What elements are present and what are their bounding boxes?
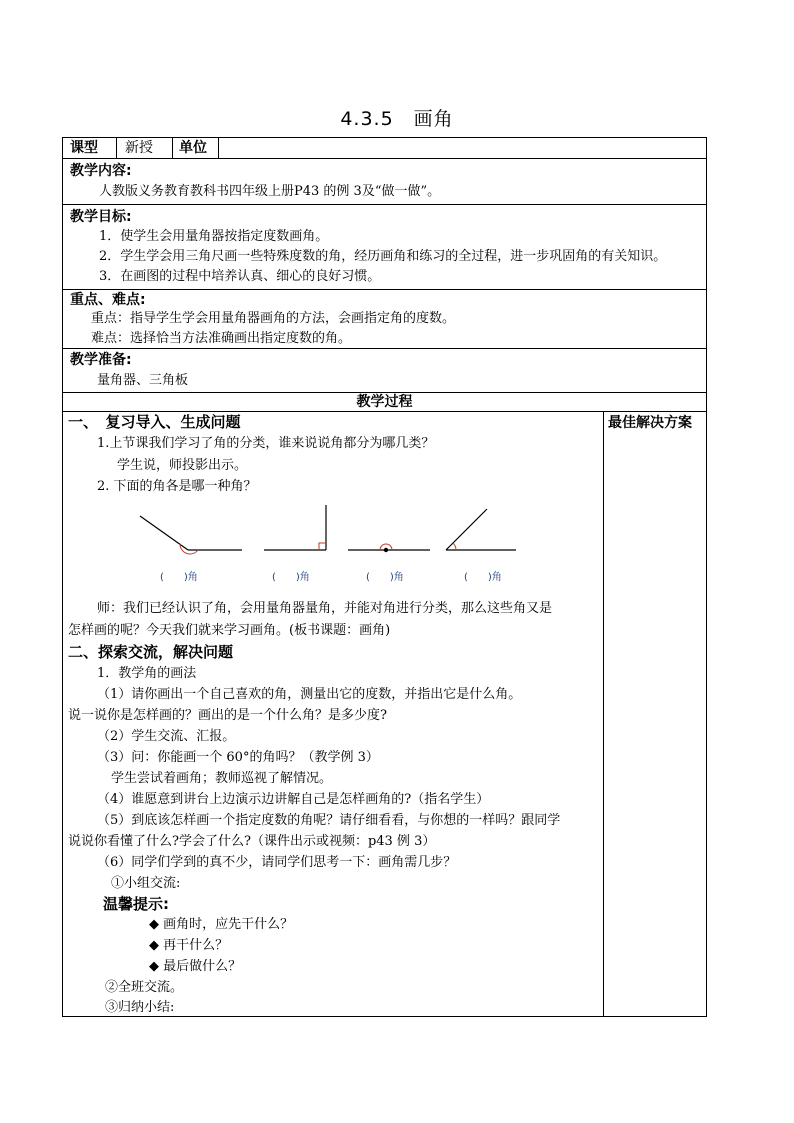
difficult-point: 难点：选择恰当方法准确画出指定度数的角。 bbox=[91, 331, 352, 346]
row-divider bbox=[63, 204, 706, 205]
tip-item bbox=[149, 937, 228, 955]
teacher-line: 怎样画的呢？今天我们就来学习画角。(板书课题：画角) bbox=[68, 623, 391, 638]
prep-label: 教学准备: bbox=[70, 352, 132, 368]
row-divider bbox=[63, 411, 706, 412]
section2-line: ①小组交流: bbox=[111, 876, 181, 891]
process-label: 教学过程 bbox=[356, 394, 413, 410]
key-point: 重点：指导学生学会用量角器画角的方法，会画指定角的度数。 bbox=[91, 311, 456, 326]
teacher-line: 师：我们已经认识了角，会用量角器量角，并能对角进行分类，那么这些角又是 bbox=[97, 601, 553, 616]
section2-heading: 二、探索交流，解决问题 bbox=[68, 643, 234, 661]
tip-text: 画角时，应先干什么？ bbox=[163, 917, 294, 932]
angle-answer-blank: ( )角 bbox=[160, 572, 198, 583]
row-divider bbox=[63, 289, 706, 290]
section1-line: 学生说，师投影出示。 bbox=[117, 458, 248, 473]
diamond-bullet-icon: ◆ bbox=[149, 917, 159, 932]
type-label: 课型 bbox=[70, 140, 98, 156]
col-divider bbox=[603, 411, 604, 1017]
prep-text: 量角器、三角板 bbox=[97, 373, 189, 388]
goals-label: 教学目标: bbox=[70, 209, 132, 225]
acute-angle-figure bbox=[446, 509, 516, 583]
section2-line: 说说你看懂了什么?学会了什么?（课件出示或视频：p43 例 3） bbox=[68, 834, 436, 849]
angle-answer-blank: ( )角 bbox=[366, 572, 404, 583]
tip-text: 再干什么？ bbox=[163, 938, 229, 953]
straight-angle-figure bbox=[348, 544, 430, 583]
section2-line: （6）同学们学到的真不少，请同学们思考一下：画角需几步？ bbox=[97, 855, 457, 870]
section1-line: 2. 下面的角各是哪一种角？ bbox=[97, 479, 257, 494]
goal-item: 2．学生学会用三角尺画一些特殊度数的角，经历画角和练习的全过程，进一步巩固角的有关知识。 bbox=[99, 249, 667, 264]
diamond-bullet-icon: ◆ bbox=[149, 938, 159, 953]
obtuse-angle-figure bbox=[140, 516, 242, 583]
end-line: ③归纳小结: bbox=[105, 1000, 175, 1015]
keypoints-label: 重点、难点: bbox=[70, 292, 146, 308]
goal-item: 1．使学生会用量角器按指定度数画角。 bbox=[99, 229, 329, 244]
unit-label: 单位 bbox=[179, 140, 207, 156]
row-divider bbox=[63, 158, 706, 159]
angle-answer-blank: ( )角 bbox=[464, 572, 502, 583]
side-column-label: 最佳解决方案 bbox=[608, 415, 692, 431]
right-angle-figure bbox=[264, 505, 326, 583]
section2-line: 1．教学角的画法 bbox=[97, 666, 197, 681]
diamond-bullet-icon: ◆ bbox=[149, 959, 159, 974]
angle-answer-blank: ( )角 bbox=[272, 572, 310, 583]
section1-heading: 一、 复习导入、生成问题 bbox=[68, 413, 241, 431]
tip-item bbox=[149, 916, 293, 934]
col-divider bbox=[116, 138, 117, 158]
section2-line: （2）学生交流、汇报。 bbox=[97, 729, 236, 744]
end-line: ②全班交流。 bbox=[105, 980, 184, 995]
angle-figures bbox=[70, 498, 530, 588]
section2-line: （1）请你画出一个自己喜欢的角，测量出它的度数，并指出它是什么角。 bbox=[97, 687, 522, 702]
section2-line: （5）到底该怎样画一个指定度数的角呢？请仔细看看，与你想的一样吗？跟同学 bbox=[97, 813, 561, 828]
section2-line: （3）问：你能画一个 60°的角吗？（教学例 3） bbox=[97, 750, 379, 765]
section2-line: 说一说你是怎样画的？画出的是一个什么角？是多少度? bbox=[68, 708, 387, 723]
content-label: 教学内容: bbox=[70, 163, 132, 179]
col-divider bbox=[218, 138, 219, 158]
type-value: 新授 bbox=[125, 140, 153, 156]
page-title: 4.3.5 画角 bbox=[340, 108, 454, 130]
tip-item bbox=[149, 958, 241, 976]
section1-line: 1.上节课我们学习了角的分类，谁来说说角都分为哪几类？ bbox=[97, 436, 435, 451]
goal-item: 3．在画图的过程中培养认真、细心的良好习惯。 bbox=[99, 269, 381, 284]
section2-line: 学生尝试着画角；教师巡视了解情况。 bbox=[111, 771, 333, 786]
row-divider bbox=[63, 348, 706, 349]
content-text: 人教版义务教育教科书四年级上册P43 的例 3及“做一做”。 bbox=[99, 184, 441, 199]
section2-line: （4）谁愿意到讲台上边演示边讲解自己是怎样画角的?（指名学生） bbox=[97, 792, 490, 807]
tip-text: 最后做什么？ bbox=[163, 959, 242, 974]
tip-label: 温馨提示: bbox=[103, 895, 169, 913]
col-divider bbox=[172, 138, 173, 158]
